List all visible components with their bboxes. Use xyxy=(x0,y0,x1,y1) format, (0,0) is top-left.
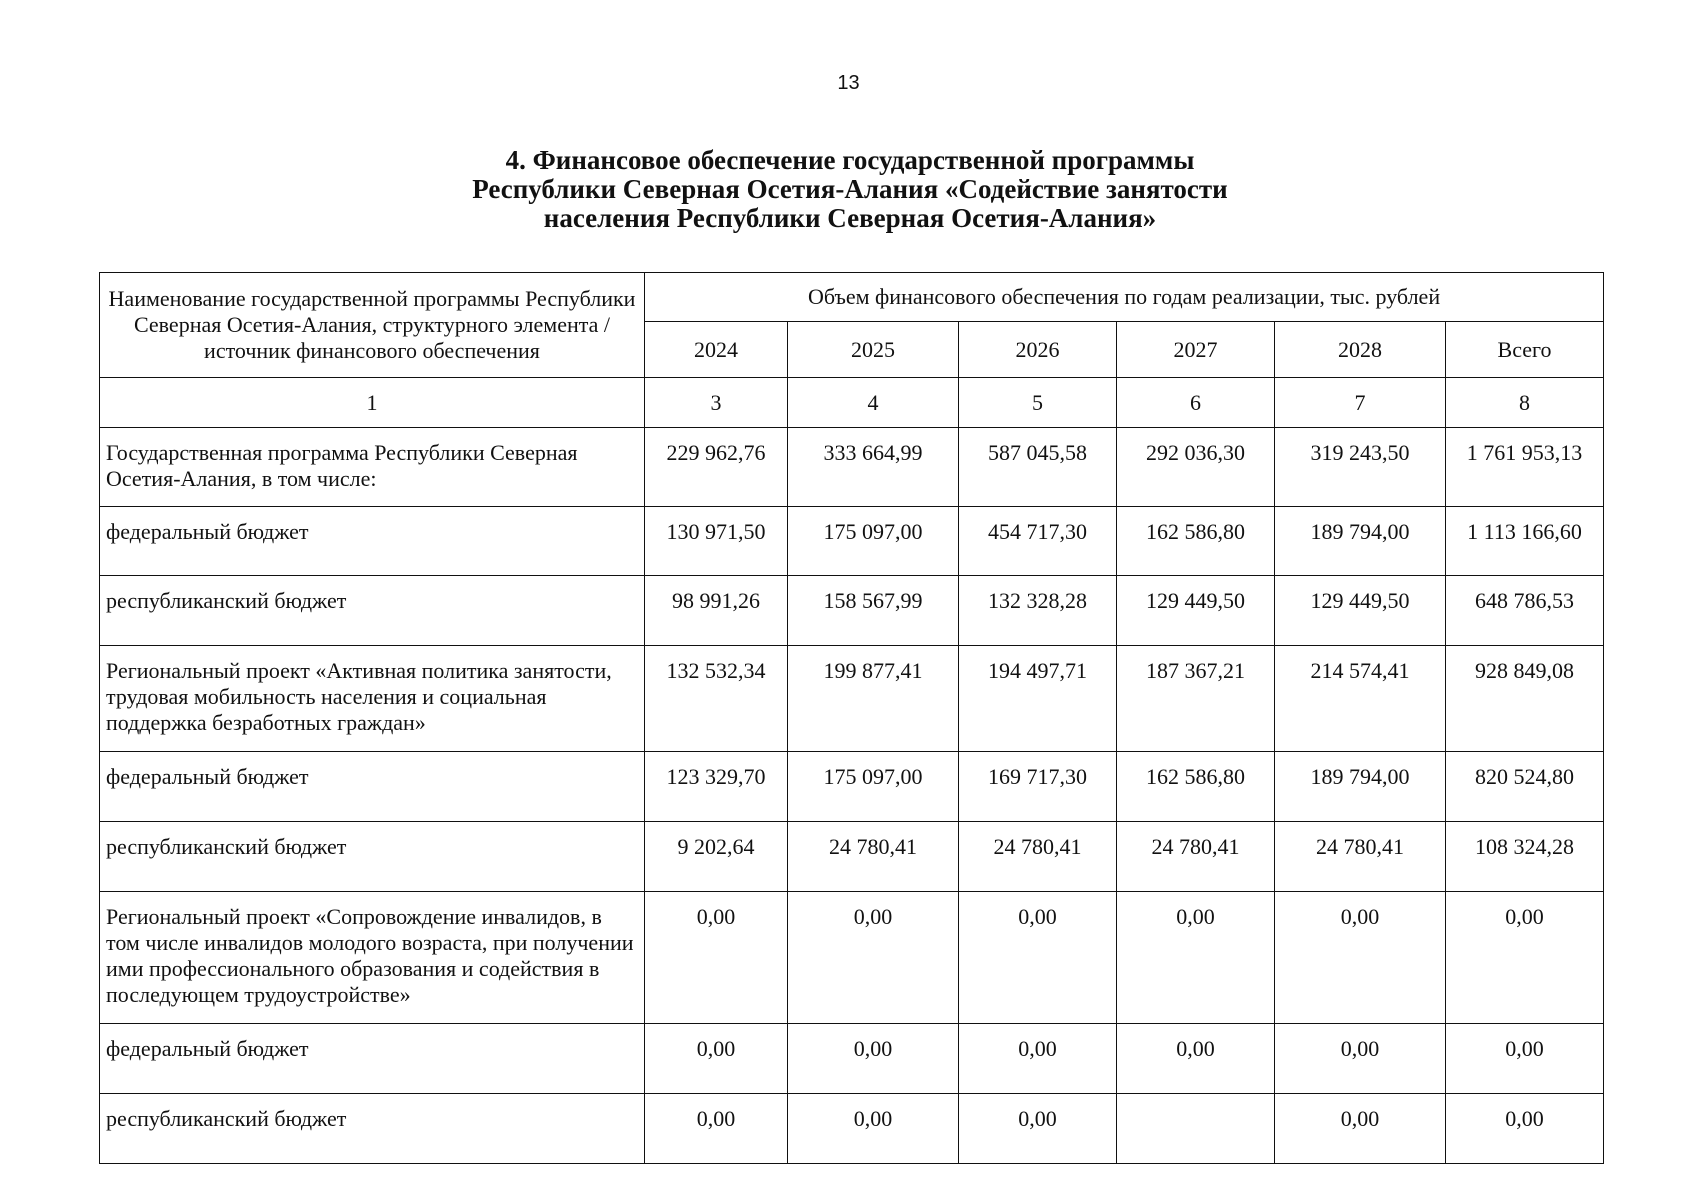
row-value-cell: 0,00 xyxy=(1275,1094,1446,1164)
row-total-cell: 820 524,80 xyxy=(1446,752,1604,822)
table-row xyxy=(100,576,1604,646)
row-value-cell: 194 497,71 xyxy=(959,646,1117,752)
year-header-cell: 2024 xyxy=(645,322,788,378)
row-name-cell: республиканский бюджет xyxy=(100,822,645,892)
row-value-cell: 0,00 xyxy=(1275,1024,1446,1094)
row-value-cell: 587 045,58 xyxy=(959,428,1117,507)
header-volume-cell: Объем финансового обеспечения по годам реализации, тыс. рублей xyxy=(645,273,1604,322)
row-value-cell: 229 962,76 xyxy=(645,428,788,507)
table-row xyxy=(100,752,1604,822)
row-value-cell: 187 367,21 xyxy=(1117,646,1275,752)
row-value-cell: 24 780,41 xyxy=(1275,822,1446,892)
header-name-cell: Наименование государственной программы Республики Северная Осетия-Алания, структурного элемента / источник финансового обеспечения xyxy=(100,273,645,378)
row-name-cell: республиканский бюджет xyxy=(100,576,645,646)
row-value-cell: 189 794,00 xyxy=(1275,752,1446,822)
row-value-cell: 24 780,41 xyxy=(1117,822,1275,892)
title-line: населения Республики Северная Осетия-Алания» xyxy=(543,203,1157,233)
page-number: 13 xyxy=(837,72,860,94)
row-value-cell: 0,00 xyxy=(1275,892,1446,1024)
row-value-cell: 158 567,99 xyxy=(788,576,959,646)
row-name-cell: Государственная программа Республики Северная Осетия-Алания, в том числе: xyxy=(100,428,645,507)
row-value-cell: 454 717,30 xyxy=(959,507,1117,576)
row-total-cell: 1 761 953,13 xyxy=(1446,428,1604,507)
row-value-cell: 98 991,26 xyxy=(645,576,788,646)
column-number-cell: 5 xyxy=(959,378,1117,428)
row-name-cell: федеральный бюджет xyxy=(100,1024,645,1094)
row-name-cell: Региональный проект «Активная политика занятости, трудовая мобильность населения и социальная поддержка безработных граждан» xyxy=(100,646,645,752)
table-row xyxy=(100,428,1604,507)
row-value-cell: 175 097,00 xyxy=(788,507,959,576)
column-number-cell: 7 xyxy=(1275,378,1446,428)
row-value-cell: 199 877,41 xyxy=(788,646,959,752)
row-total-cell: 0,00 xyxy=(1446,892,1604,1024)
row-value-cell: 0,00 xyxy=(788,892,959,1024)
row-value-cell: 24 780,41 xyxy=(959,822,1117,892)
row-total-cell: 928 849,08 xyxy=(1446,646,1604,752)
year-header-cell: 2026 xyxy=(959,322,1117,378)
year-header-cell: 2027 xyxy=(1117,322,1275,378)
row-value-cell: 319 243,50 xyxy=(1275,428,1446,507)
row-value-cell: 129 449,50 xyxy=(1117,576,1275,646)
row-value-cell: 24 780,41 xyxy=(788,822,959,892)
row-value-cell: 0,00 xyxy=(645,892,788,1024)
row-total-cell: 648 786,53 xyxy=(1446,576,1604,646)
row-value-cell: 162 586,80 xyxy=(1117,752,1275,822)
title-line: Республики Северная Осетия-Алания «Содействие занятости xyxy=(472,174,1228,204)
row-value-cell: 129 449,50 xyxy=(1275,576,1446,646)
row-value-cell: 132 532,34 xyxy=(645,646,788,752)
row-value-cell: 0,00 xyxy=(645,1024,788,1094)
year-header-cell: 2028 xyxy=(1275,322,1446,378)
title-line: 4. Финансовое обеспечение государственной программы xyxy=(505,145,1195,175)
row-value-cell: 214 574,41 xyxy=(1275,646,1446,752)
header-row xyxy=(100,273,1604,322)
row-value-cell: 162 586,80 xyxy=(1117,507,1275,576)
column-number-cell: 4 xyxy=(788,378,959,428)
table-row xyxy=(100,822,1604,892)
row-name-cell: федеральный бюджет xyxy=(100,507,645,576)
column-number-cell: 8 xyxy=(1446,378,1604,428)
total-header-cell: Всего xyxy=(1446,322,1604,378)
row-name-cell: Региональный проект «Сопровождение инвалидов, в том числе инвалидов молодого возраста, при получении ими профессионального образования и содействия в последующем трудоустройстве» xyxy=(100,892,645,1024)
column-number-cell: 3 xyxy=(645,378,788,428)
row-value-cell: 132 328,28 xyxy=(959,576,1117,646)
column-number-row xyxy=(100,378,1604,428)
row-value-cell: 0,00 xyxy=(788,1094,959,1164)
financing-table xyxy=(99,272,1604,1164)
row-value-cell: 333 664,99 xyxy=(788,428,959,507)
row-name-cell: федеральный бюджет xyxy=(100,752,645,822)
row-value-cell: 0,00 xyxy=(1117,892,1275,1024)
row-value-cell: 175 097,00 xyxy=(788,752,959,822)
row-value-cell: 0,00 xyxy=(1117,1024,1275,1094)
row-value-cell: 292 036,30 xyxy=(1117,428,1275,507)
table-row xyxy=(100,646,1604,752)
table-row xyxy=(100,892,1604,1024)
row-name-cell: республиканский бюджет xyxy=(100,1094,645,1164)
row-value-cell: 9 202,64 xyxy=(645,822,788,892)
column-number-cell: 6 xyxy=(1117,378,1275,428)
row-value-cell: 0,00 xyxy=(959,1024,1117,1094)
row-value-cell: 189 794,00 xyxy=(1275,507,1446,576)
row-value-cell: 169 717,30 xyxy=(959,752,1117,822)
table-row xyxy=(100,1094,1604,1164)
row-value-cell: 0,00 xyxy=(959,892,1117,1024)
row-value-cell: 0,00 xyxy=(959,1094,1117,1164)
row-total-cell: 0,00 xyxy=(1446,1094,1604,1164)
row-value-cell xyxy=(1117,1094,1275,1164)
row-total-cell: 108 324,28 xyxy=(1446,822,1604,892)
section-title xyxy=(300,146,1400,233)
row-value-cell: 123 329,70 xyxy=(645,752,788,822)
year-header-cell: 2025 xyxy=(788,322,959,378)
table-row xyxy=(100,1024,1604,1094)
column-number-cell: 1 xyxy=(100,378,645,428)
row-value-cell: 0,00 xyxy=(645,1094,788,1164)
table-row xyxy=(100,507,1604,576)
row-total-cell: 0,00 xyxy=(1446,1024,1604,1094)
row-value-cell: 0,00 xyxy=(788,1024,959,1094)
row-total-cell: 1 113 166,60 xyxy=(1446,507,1604,576)
row-value-cell: 130 971,50 xyxy=(645,507,788,576)
